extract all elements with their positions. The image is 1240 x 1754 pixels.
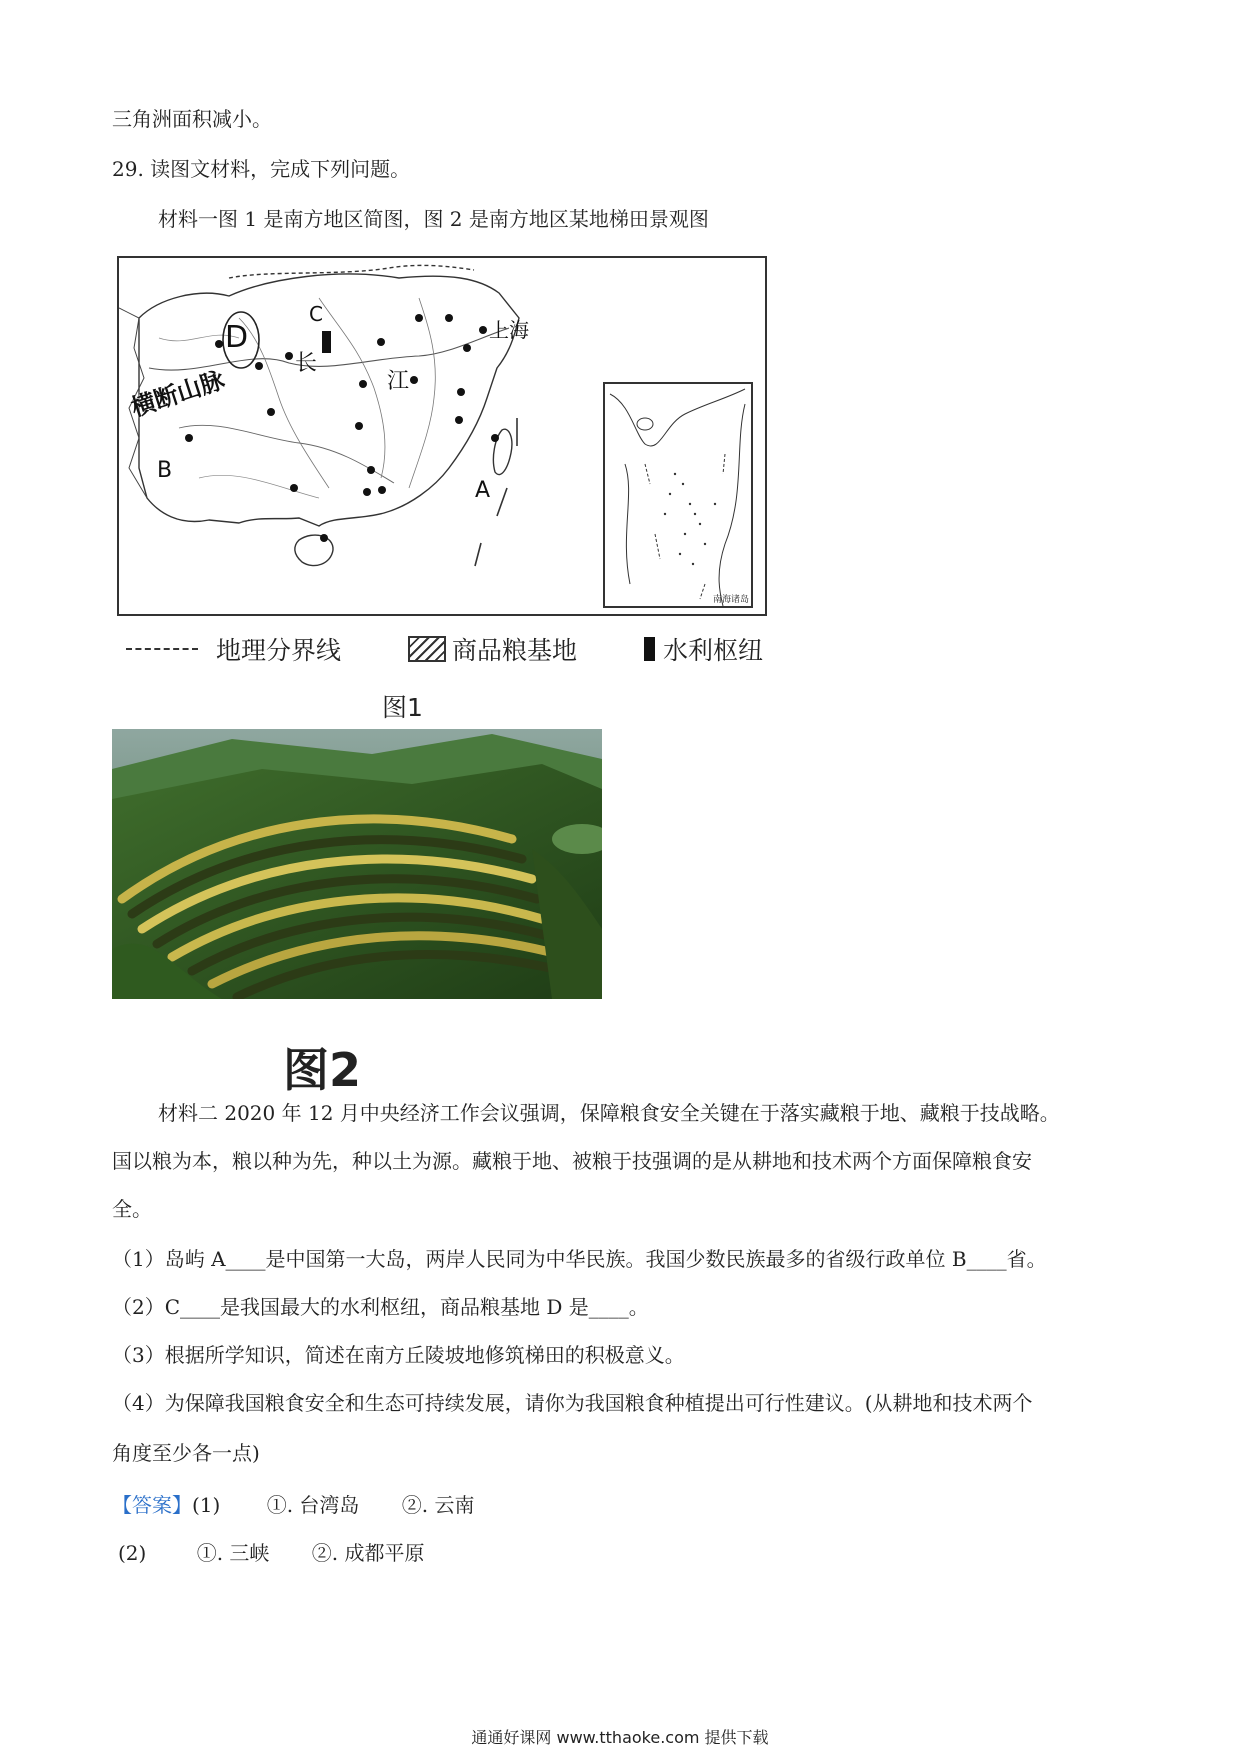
inset-label: 南海诸岛 — [712, 595, 749, 605]
answer-1b: ②. 云南 — [401, 1493, 475, 1517]
question-title: 29. 读图文材料，完成下列问题。 — [112, 157, 411, 181]
figure2-caption: 图2 — [283, 1043, 362, 1097]
answer-2 — [118, 1540, 425, 1566]
question-4-line2: 角度至少各一点) — [112, 1441, 260, 1465]
question-3: （3）根据所学知识，简述在南方丘陵坡地修筑梯田的积极意义。 — [112, 1343, 685, 1367]
dashed-line-icon — [126, 648, 198, 650]
answer-1a: ①. 台湾岛 — [266, 1493, 360, 1517]
label-chang: 长 — [295, 351, 318, 376]
hydro-block-icon — [644, 637, 655, 661]
legend-boundary — [126, 633, 341, 665]
legend-grain-base — [408, 633, 577, 665]
material-two-line2: 国以粮为本，粮以种为先，种以土为源。藏粮于地、被粮于技强调的是从耕地和技术两个方面保障粮食安 — [112, 1149, 1032, 1173]
answer-1 — [112, 1492, 475, 1518]
label-hengduan-mountains: 横断山脉 — [127, 365, 228, 423]
material-two-line1: 材料二 2020 年 12 月中央经济工作会议强调，保障粮食安全关键在于落实藏粮于地、藏粮于技战略。 — [158, 1101, 1060, 1125]
page-footer: 通通好课网 www.tthaoke.com 提供下载 — [471, 1728, 769, 1747]
material-two-line3: 全。 — [112, 1197, 152, 1221]
label-jiang: 江 — [387, 369, 410, 394]
label-D: D — [225, 320, 249, 355]
figure1-caption: 图1 — [382, 693, 423, 722]
answer-tag: 【答案】 — [112, 1493, 192, 1517]
question-1: （1）岛屿 A____是中国第一大岛，两岸人民同为中华民族。我国少数民族最多的省级行政单位 B____省。 — [112, 1247, 1047, 1271]
answer-2a: ①. 三峡 — [196, 1541, 270, 1565]
terrace-illustration — [112, 729, 602, 999]
label-B: B — [157, 458, 173, 483]
legend-boundary-label: 地理分界线 — [216, 636, 342, 665]
legend-hydro — [644, 633, 763, 665]
label-C: C — [309, 302, 323, 326]
label-shanghai: 上海 — [489, 318, 529, 342]
legend-grain-base-label: 商品粮基地 — [452, 636, 578, 665]
label-A: A — [475, 478, 491, 503]
hatch-swatch-icon — [408, 636, 446, 662]
continued-text: 三角洲面积减小。 — [112, 107, 272, 131]
material-one-text: 材料一图 1 是南方地区简图，图 2 是南方地区某地梯田景观图 — [158, 207, 709, 231]
south-china-map — [117, 256, 767, 616]
answer-2-prefix: (2) — [118, 1541, 147, 1565]
answer-1-prefix: (1) — [192, 1493, 221, 1517]
south-china-sea-inset — [603, 382, 753, 608]
inset-drawing — [605, 384, 751, 606]
answer-2b: ②. 成都平原 — [311, 1541, 425, 1565]
terraced-fields-photo — [112, 729, 602, 999]
question-4-line1: （4）为保障我国粮食安全和生态可持续发展，请你为我国粮食种植提出可行性建议。(从耕地和技术两个 — [112, 1391, 1033, 1415]
question-2: （2）C____是我国最大的水利枢纽，商品粮基地 D 是____。 — [112, 1295, 649, 1319]
legend-hydro-label: 水利枢纽 — [663, 636, 764, 665]
